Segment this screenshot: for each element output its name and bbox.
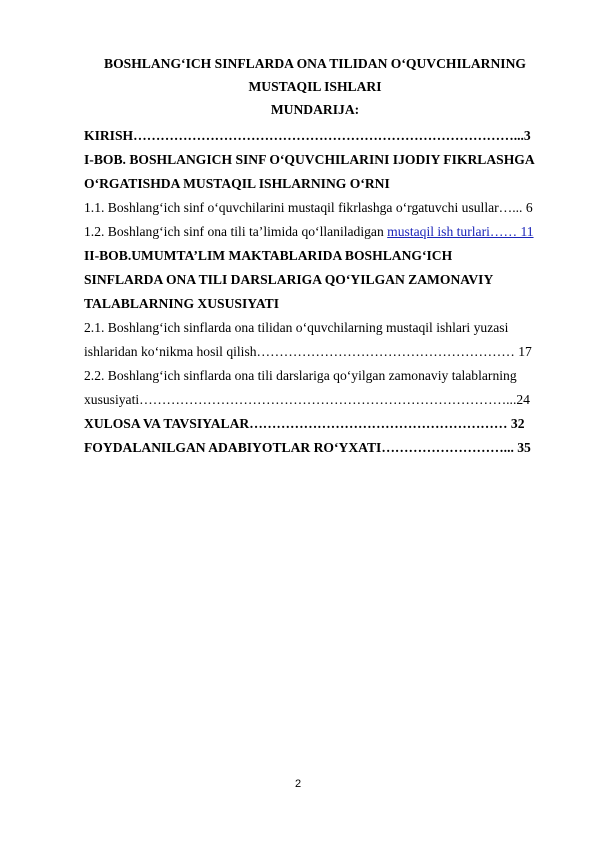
toc-chapter-2-title-c[interactable]: TALABLARNING XUSUSIYATI	[84, 296, 280, 311]
toc-entry-2-2-b[interactable]: xususiyati………………………………………………………………………...24	[84, 392, 530, 407]
document-title-line-2: MUSTAQIL ISHLARI	[248, 79, 382, 94]
toc-entry-2-1-a[interactable]: 2.1. Boshlang‘ich sinflarda ona tilidan o‘quvchilarning mustaqil ishlari yuzasi	[84, 320, 509, 335]
toc-chapter-1-title-b[interactable]: O‘RGATISHDA MUSTAQIL ISHLARNING O‘RNI	[84, 176, 390, 191]
toc-entry-1-1[interactable]: 1.1. Boshlang‘ich sinf o‘quvchilarini mustaqil fikrlashga o‘rgatuvchi usullar…... 6	[84, 200, 533, 215]
toc-entry-1-2[interactable]	[84, 222, 546, 242]
toc-entry-1-2-text: 1.2. Boshlang‘ich sinf ona tili ta’limida qo‘llaniladigan	[84, 224, 388, 239]
document-title-line-1: BOSHLANG‘ICH SINFLARDA ONA TILIDAN O‘QUVCHILARNING	[104, 56, 526, 71]
toc-entry-1-2-link[interactable]: mustaqil ish turlari…… 11	[387, 224, 534, 239]
toc-entry-kirish[interactable]: KIRISH…………………………………………………………………………...3	[84, 128, 531, 143]
toc-entry-2-2-a[interactable]: 2.2. Boshlang‘ich sinflarda ona tili darslariga qo‘yilgan zamonaviy talablarning	[84, 368, 517, 383]
toc-entry-xulosa[interactable]: XULOSA VA TAVSIYALAR………………………………………………… 32	[84, 416, 525, 431]
toc-chapter-2-title-b[interactable]: SINFLARDA ONA TILI DARSLARIGA QO‘YILGAN ZAMONAVIY	[84, 272, 494, 287]
page-number: 2	[294, 778, 302, 790]
toc-entry-adabiyotlar[interactable]: FOYDALANILGAN ADABIYOTLAR RO‘YXATI………………………... 35	[84, 440, 531, 455]
toc-entry-2-1-b[interactable]: ishlaridan ko‘nikma hosil qilish………………………………………………… 17	[84, 344, 532, 359]
contents-heading: MUNDARIJA:	[270, 102, 360, 117]
toc-chapter-2-title-a[interactable]: II-BOB.UMUMTA’LIM MAKTABLARIDA BOSHLANG‘ICH	[84, 248, 453, 263]
toc-chapter-1-title-a[interactable]: I-BOB. BOSHLANGICH SINF O‘QUVCHILARINI IJODIY FIKRLASHGA	[84, 152, 535, 167]
